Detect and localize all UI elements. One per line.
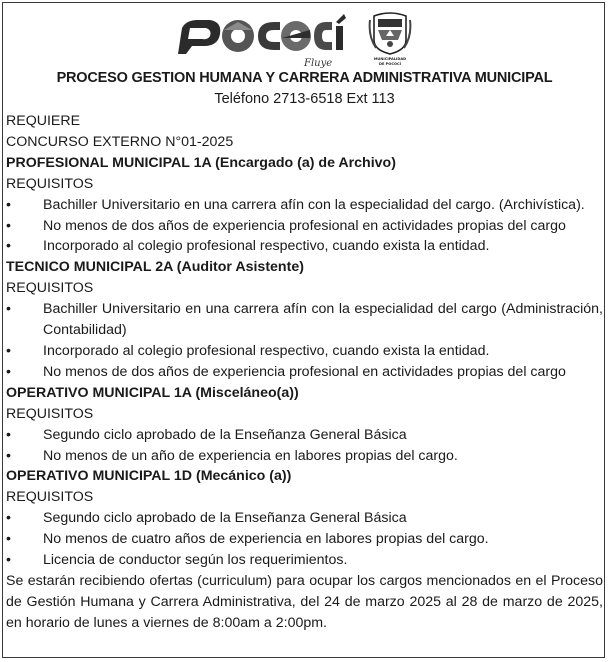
bullet-icon: •	[6, 238, 11, 255]
list-item	[6, 362, 603, 383]
logo-subtext: Fluye	[304, 58, 333, 69]
requirement-text: Segundo ciclo aprobado de la Enseñanza General Básica	[43, 426, 407, 443]
bullet-icon: •	[6, 301, 11, 318]
list-item	[6, 341, 603, 362]
bullet-icon: •	[6, 196, 11, 213]
bullet-icon: •	[6, 552, 11, 569]
logo-row	[0, 4, 609, 69]
list-item	[6, 529, 603, 550]
requisitos-label: REQUISITOS	[6, 489, 94, 506]
position-title: PROFESIONAL MUNICIPAL 1A (Encargado (a) de Archivo)	[6, 154, 396, 171]
requirement-text: No menos de un año de experiencia en labores propias del cargo.	[43, 447, 458, 464]
requirement-text: No menos de dos años de experiencia profesional en actividades propias del cargo	[43, 363, 566, 380]
requirement-text: No menos de cuatro años de experiencia en labores propias del cargo.	[43, 531, 489, 548]
requirement-text: Bachiller Universitario en una carrera afín con la especialidad del cargo (Administración, Contabilidad)	[43, 301, 603, 339]
municipal-crest	[368, 10, 412, 66]
bullet-icon: •	[6, 510, 11, 527]
svg-text:DE POCOCÍ: DE POCOCÍ	[378, 62, 402, 66]
list-item	[6, 550, 603, 571]
document-body	[6, 111, 603, 634]
requiere-label: REQUIERE	[6, 113, 81, 129]
requisitos-label: REQUISITOS	[6, 280, 94, 297]
bullet-icon: •	[6, 447, 11, 464]
bullet-icon: •	[6, 363, 11, 380]
list-item	[6, 299, 603, 341]
list-item	[6, 195, 603, 216]
bullet-icon: •	[6, 426, 11, 443]
list-item	[6, 446, 603, 467]
svg-text:MUNICIPALIDAD: MUNICIPALIDAD	[373, 57, 407, 61]
requirement-text: Licencia de conductor según los requerimientos.	[43, 552, 348, 569]
requisitos-label: REQUISITOS	[6, 175, 94, 192]
position-title: TECNICO MUNICIPAL 2A (Auditor Asistente)	[6, 259, 304, 276]
requirement-text: Incorporado al colegio profesional respectivo, cuando exista la entidad.	[43, 342, 490, 359]
phone-line: Teléfono 2713-6518 Ext 113	[214, 91, 395, 107]
list-item	[6, 236, 603, 257]
requirement-text: Segundo ciclo aprobado de la Enseñanza General Básica	[43, 510, 407, 527]
bullet-icon: •	[6, 342, 11, 359]
bullet-icon: •	[6, 531, 11, 548]
page-title: PROCESO GESTION HUMANA Y CARRERA ADMINISTRATIVA MUNICIPAL	[56, 70, 553, 86]
position-title: OPERATIVO MUNICIPAL 1A (Misceláneo(a))	[6, 384, 299, 401]
requirement-text: No menos de dos años de experiencia profesional en actividades propias del cargo	[43, 217, 566, 234]
concurso-label: CONCURSO EXTERNO N°01-2025	[6, 133, 234, 150]
list-item	[6, 216, 603, 237]
list-item	[6, 508, 603, 529]
requirement-text: Bachiller Universitario en una carrera afín con la especialidad del cargo. (Archivística).	[43, 196, 585, 213]
requirement-text: Incorporado al colegio profesional respectivo, cuando exista la entidad.	[43, 238, 490, 255]
bullet-icon: •	[6, 217, 11, 234]
closing-paragraph: Se estarán recibiendo ofertas (curriculum) para ocupar los cargos mencionados en el Proceso de Gestión Humana y Carrera Administrativa, del 24 de marzo 2025 al 28 de marzo de 2025, en horario de lunes a viernes de 8:00am a 2:00pm.	[6, 572, 603, 631]
list-item	[6, 425, 603, 446]
position-title: OPERATIVO MUNICIPAL 1D (Mecánico (a))	[6, 468, 292, 485]
pococi-logo	[176, 8, 346, 70]
requisitos-label: REQUISITOS	[6, 405, 94, 422]
